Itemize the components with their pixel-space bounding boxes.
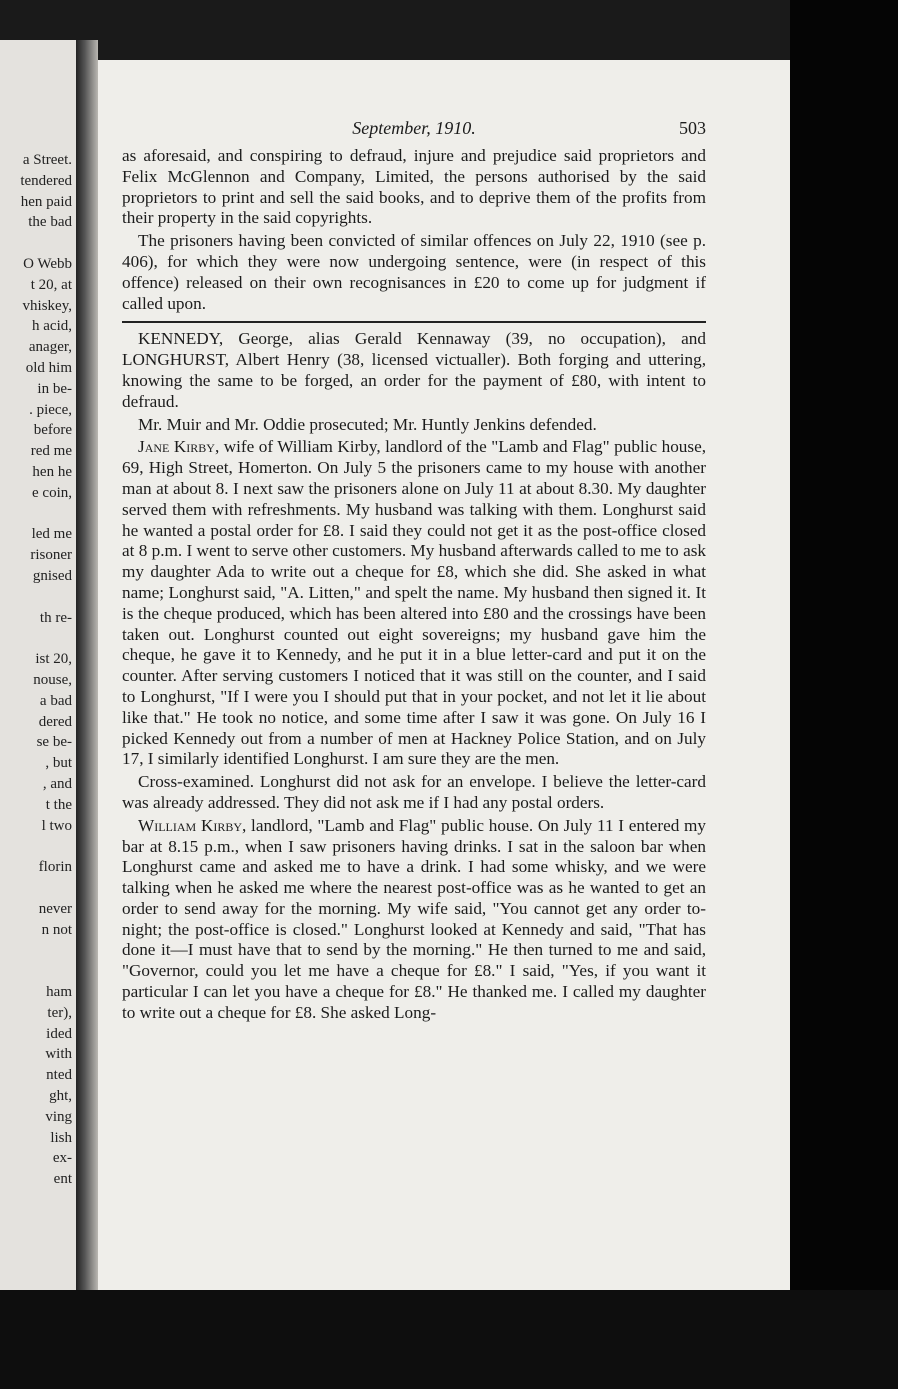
- facing-page-fragment: h acid,: [32, 318, 72, 335]
- case-divider: [122, 321, 706, 323]
- facing-page-fragment: ent: [53, 1171, 72, 1188]
- page-header: [122, 116, 706, 142]
- page-content: [122, 116, 706, 1024]
- facing-page-fragment: ided: [46, 1025, 72, 1042]
- paragraph-jane-kirby: [122, 437, 706, 770]
- facing-page-fragment: ham: [46, 984, 72, 1000]
- facing-page-fragment: lish: [50, 1129, 72, 1146]
- facing-page-fragment: in be-: [37, 380, 72, 397]
- facing-page-fragment: th re-: [39, 609, 72, 626]
- facing-page-fragment: t 20, at: [30, 276, 72, 293]
- paragraph-indictment: KENNEDY, George, alias Gerald Kennaway (39, no occupation), and LONGHURST, Albert Henry (38, licensed victualler). Both forging and uttering, knowing the same to be forged, an order for the payment of £80, with intent to defraud.: [122, 329, 706, 411]
- facing-page-fragment: a Street.: [22, 152, 72, 168]
- facing-page-fragment: anager,: [28, 339, 72, 356]
- scan-right-edge: [790, 0, 898, 1389]
- facing-page-fragment: never: [38, 900, 72, 917]
- facing-page-fragment: tendered: [20, 172, 72, 189]
- paragraph-convicted: The prisoners having been convicted of similar offences on July 22, 1910 (see p. 406), for which they were now undergoing sentence, were (in respect of this offence) released on their own recognisances in £20 to come up for judgment if called upon.: [122, 231, 706, 313]
- facing-page-fragment: , and: [42, 776, 72, 792]
- paragraph-william-kirby: [122, 816, 706, 1024]
- facing-page-fragment: hen paid: [20, 193, 72, 210]
- facing-page-fragment: nted: [46, 1067, 72, 1084]
- paragraph-counsel: Mr. Muir and Mr. Oddie prosecuted; Mr. Huntly Jenkins defended.: [138, 414, 597, 434]
- paragraph-cross-examined: Cross-examined. Longhurst did not ask for an envelope. I believe the letter-card was already addressed. They did not ask me if I had any postal orders.: [122, 772, 706, 812]
- facing-page-fragment: dered: [38, 713, 72, 730]
- paragraph-aforesaid: as aforesaid, and conspiring to defraud, injure and prejudice said proprietors and Felix McGlennon and Company, Limited, the persons authorised by the said proprietors to print and sell the said books, and to deprive them of the profits from their property in the said copyrights.: [122, 146, 706, 228]
- witness-testimony: , wife of William Kirby, landlord of the "Lamb and Flag" public house, 69, High Street, Homerton. On July 5 the prisoners came to my house with another man at about 8. I next saw the prisoners alone on July 11 at about 8.30. My daughter served them with refreshments. My husband was talking with them. Longhurst said he wanted a postal order for £8. I said they could not get it as the post-office closed at 8 p.m. I went to serve other customers. My husband afterwards called to me to ask my daughter Ada to write out a cheque for £8, which she did. She asked in what name; Longhurst said, "A. Litten," and spelt the name. My husband then signed it. It is the cheque produced, which has been altered into £80 and the crossings have been taken out. Longhurst counted out eight sovereigns; my husband gave him the cheque, he gave it to Kennedy, and he put it in a blue letter-card and put it on the counter. After serving customers I noticed that it was still on the counter, and I said to Longhurst, "If I were you I should put that in your pocket, and not let it lie about like that." He took no notice, and some time after I saw it was gone. On July 16 I picked Kennedy out from a number of men at Hackney Police Station, and on July 17, I similarly identified Longhurst. I am sure they are the men.: [122, 437, 707, 769]
- witness-name: William Kirby: [138, 815, 243, 835]
- running-head: September, 1910.: [352, 118, 476, 138]
- facing-page-fragment: a bad: [39, 692, 72, 709]
- page-number: 503: [679, 118, 706, 138]
- facing-page-fragment: hen he: [32, 464, 72, 480]
- facing-page-fragment: vhiskey,: [22, 297, 72, 314]
- facing-page-fragment: t the: [45, 796, 72, 813]
- facing-page-fragment: e coin,: [32, 484, 72, 501]
- facing-page-fragment: with: [45, 1046, 72, 1063]
- facing-page-fragment: n not: [41, 921, 72, 938]
- facing-page: [0, 40, 76, 1290]
- facing-page-fragment: , but: [45, 755, 72, 772]
- facing-page-fragment: ex-: [52, 1150, 72, 1167]
- facing-page-fragment: before: [33, 422, 72, 439]
- book-gutter: [76, 40, 98, 1290]
- facing-page-fragment: old him: [25, 360, 72, 376]
- witness-name: Jane Kirby: [138, 437, 215, 457]
- witness-testimony: , landlord, "Lamb and Flag" public house. On July 11 I entered my bar at 8.15 p.m., when I saw prisoners having drinks. I sat in the saloon bar when Longhurst came and asked me to have a drink. I had some whisky, and we were talking when he asked me where the nearest post-office was as he wanted to get an order to send away for the morning. My wife said, "You cannot get any order to-night; the post-office is closed." Longhurst looked at Kennedy and said, "That has done it—I must have that to send by the morning." He then turned to me and said, "Governor, could you let me have a cheque for £8." I said, "Yes, if you want it particular I can let you have a cheque for £8." He thanked me. I called my daughter to write out a cheque for £8. She asked Long-: [122, 815, 707, 1022]
- facing-page-fragment: gnised: [32, 568, 72, 584]
- facing-page-fragment: ter),: [47, 1004, 72, 1021]
- facing-page-fragment: red me: [30, 443, 72, 460]
- facing-page-fragment: nouse,: [33, 672, 72, 688]
- facing-page-fragment: the bad: [28, 214, 72, 231]
- facing-page-fragment: ving: [45, 1108, 72, 1125]
- facing-page-fragment: l two: [41, 817, 72, 834]
- facing-page-fragment: risoner: [30, 547, 72, 564]
- facing-page-fragment: se be-: [36, 734, 72, 751]
- facing-page-fragment: . piece,: [29, 401, 72, 418]
- facing-page-fragment: florin: [38, 859, 72, 876]
- facing-page-fragment: ght,: [49, 1088, 72, 1104]
- facing-page-fragment: led me: [31, 526, 72, 543]
- facing-page-fragment: ist 20,: [35, 651, 72, 668]
- scan-bottom-margin: [0, 1290, 898, 1389]
- facing-page-fragment: O Webb: [23, 256, 72, 272]
- scan-top-margin: [0, 0, 898, 60]
- book-page: [98, 60, 790, 1290]
